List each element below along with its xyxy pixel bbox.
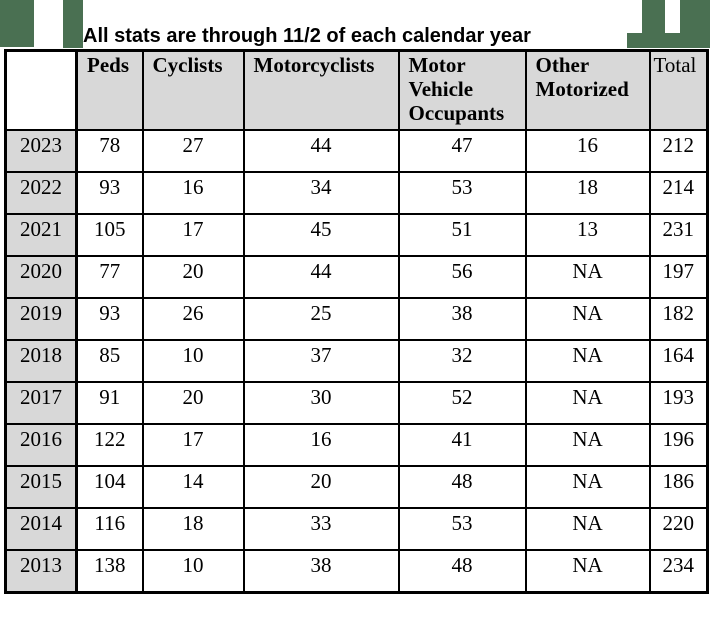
table-row [6, 256, 708, 298]
data-cell: NA [526, 424, 650, 466]
decorative-green-block-left-2 [63, 0, 83, 48]
year-cell: 2017 [6, 382, 77, 424]
year-cell: 2013 [6, 550, 77, 592]
data-cell: 56 [399, 256, 526, 298]
data-cell: 33 [244, 508, 399, 550]
data-cell: 197 [650, 256, 708, 298]
header-cell-total: Total [650, 51, 708, 131]
data-cell: 13 [526, 214, 650, 256]
table-header [6, 51, 708, 131]
data-cell: 77 [77, 256, 143, 298]
year-cell: 2015 [6, 466, 77, 508]
year-cell: 2018 [6, 340, 77, 382]
data-cell: 91 [77, 382, 143, 424]
table-row [6, 424, 708, 466]
table-row [6, 130, 708, 172]
data-cell: 17 [143, 214, 244, 256]
data-cell: 214 [650, 172, 708, 214]
data-cell: 104 [77, 466, 143, 508]
data-cell: 85 [77, 340, 143, 382]
table-row [6, 466, 708, 508]
data-cell: 116 [77, 508, 143, 550]
page-title: All stats are through 11/2 of each calendar year [83, 25, 531, 47]
data-cell: 14 [143, 466, 244, 508]
data-cell: 20 [143, 382, 244, 424]
decorative-green-block-left-1 [0, 0, 34, 47]
table-row [6, 382, 708, 424]
data-cell: 48 [399, 550, 526, 592]
table-row [6, 550, 708, 592]
data-cell: 186 [650, 466, 708, 508]
data-cell: 234 [650, 550, 708, 592]
data-cell: 138 [77, 550, 143, 592]
table-row [6, 172, 708, 214]
data-cell: 16 [244, 424, 399, 466]
year-cell: 2021 [6, 214, 77, 256]
year-cell: 2014 [6, 508, 77, 550]
data-cell: NA [526, 256, 650, 298]
data-cell: 78 [77, 130, 143, 172]
data-cell: 122 [77, 424, 143, 466]
header-corner-cell [6, 51, 77, 131]
data-cell: 93 [77, 298, 143, 340]
data-cell: 18 [143, 508, 244, 550]
data-cell: 182 [650, 298, 708, 340]
data-cell: NA [526, 382, 650, 424]
data-cell: 30 [244, 382, 399, 424]
year-cell: 2019 [6, 298, 77, 340]
data-cell: NA [526, 466, 650, 508]
data-cell: 93 [77, 172, 143, 214]
decorative-green-block-right-1 [642, 0, 665, 34]
header-cell-motorcyclists: Motorcyclists [244, 51, 399, 131]
data-cell: 20 [244, 466, 399, 508]
data-cell: 44 [244, 130, 399, 172]
data-cell: 53 [399, 172, 526, 214]
header-cell-peds: Peds [77, 51, 143, 131]
table-row [6, 298, 708, 340]
year-cell: 2022 [6, 172, 77, 214]
data-cell: 48 [399, 466, 526, 508]
data-cell: 51 [399, 214, 526, 256]
data-cell: 193 [650, 382, 708, 424]
decorative-green-block-right-3 [627, 33, 710, 48]
data-cell: 17 [143, 424, 244, 466]
data-cell: 41 [399, 424, 526, 466]
stats-table [4, 49, 709, 594]
table-row [6, 214, 708, 256]
data-cell: 20 [143, 256, 244, 298]
data-cell: 32 [399, 340, 526, 382]
data-cell: 44 [244, 256, 399, 298]
data-cell: 10 [143, 340, 244, 382]
data-cell: 38 [244, 550, 399, 592]
data-cell: 26 [143, 298, 244, 340]
table-body [6, 130, 708, 592]
data-cell: 34 [244, 172, 399, 214]
data-cell: 38 [399, 298, 526, 340]
data-cell: 52 [399, 382, 526, 424]
data-cell: 10 [143, 550, 244, 592]
header-cell-other-motorized: Other Motorized [526, 51, 650, 131]
header-cell-motor-vehicle-occupants: Motor Vehicle Occupants [399, 51, 526, 131]
data-cell: 16 [143, 172, 244, 214]
data-cell: 53 [399, 508, 526, 550]
data-cell: 196 [650, 424, 708, 466]
year-cell: 2023 [6, 130, 77, 172]
data-cell: 164 [650, 340, 708, 382]
data-cell: 18 [526, 172, 650, 214]
data-cell: 16 [526, 130, 650, 172]
data-cell: 231 [650, 214, 708, 256]
data-cell: 45 [244, 214, 399, 256]
data-cell: NA [526, 298, 650, 340]
data-cell: 220 [650, 508, 708, 550]
data-cell: 37 [244, 340, 399, 382]
data-cell: 105 [77, 214, 143, 256]
data-cell: 27 [143, 130, 244, 172]
data-cell: NA [526, 340, 650, 382]
data-cell: NA [526, 550, 650, 592]
decorative-green-block-right-2 [680, 0, 710, 34]
data-cell: 25 [244, 298, 399, 340]
header-cell-cyclists: Cyclists [143, 51, 244, 131]
year-cell: 2020 [6, 256, 77, 298]
data-cell: NA [526, 508, 650, 550]
table-row [6, 508, 708, 550]
header-row [6, 51, 708, 131]
table-row [6, 340, 708, 382]
data-cell: 47 [399, 130, 526, 172]
data-cell: 212 [650, 130, 708, 172]
year-cell: 2016 [6, 424, 77, 466]
